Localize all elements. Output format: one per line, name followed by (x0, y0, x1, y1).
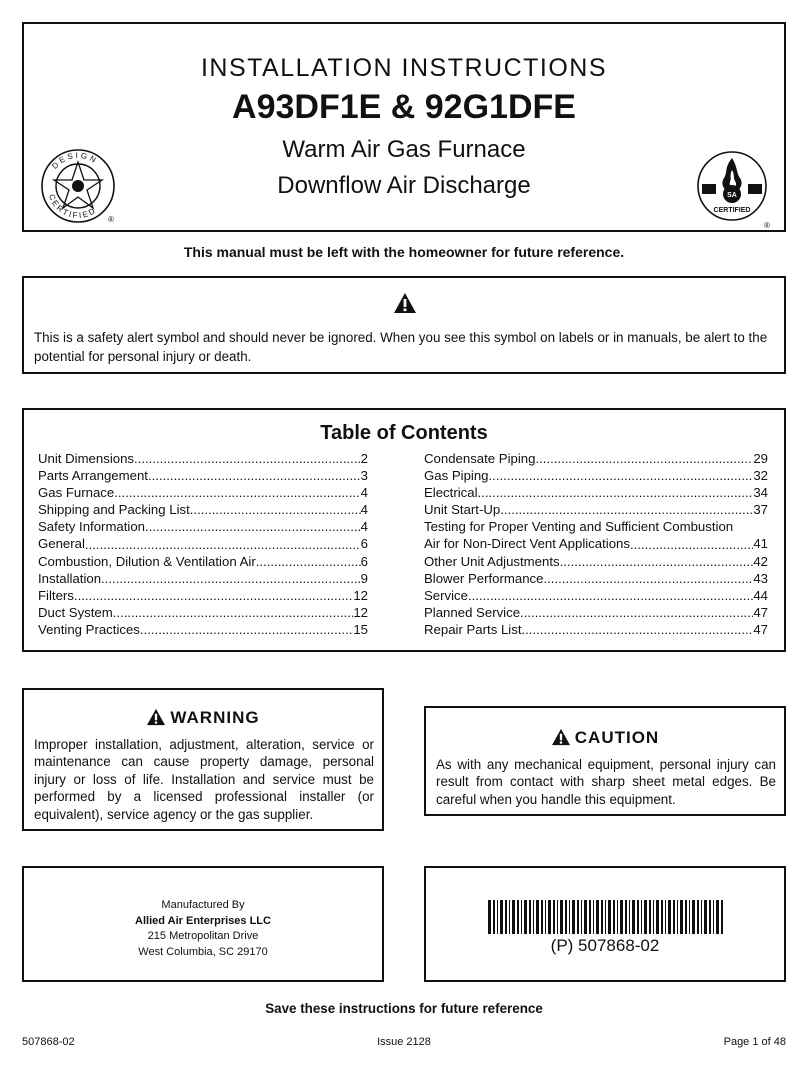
csa-certified-flame-icon (694, 148, 778, 232)
toc-leader-dots (630, 536, 753, 553)
toc-leader-dots (140, 621, 353, 638)
toc-entry-label: Filters (38, 587, 74, 603)
footer-doc-number: 507868-02 (22, 1036, 75, 1048)
toc-entry (424, 553, 768, 570)
svg-text:DESIGN: DESIGN (50, 150, 100, 171)
toc-leader-dots (560, 553, 754, 570)
svg-text:SA: SA (727, 192, 737, 199)
toc-entry (38, 570, 368, 587)
toc-entry (38, 535, 368, 552)
toc-entry-page: 12 (353, 604, 368, 620)
warning-text: Improper installation, adjustment, alteration, service or maintenance can cause property damage, personal injury or loss of life. Installation and service must be performed by a licensed professional installer (or equivalent), service agency or the gas supplier. (34, 737, 374, 822)
toc-right-column (424, 450, 768, 638)
manufacturer-info (24, 898, 382, 960)
toc-leader-dots (190, 501, 361, 518)
toc-leader-dots (134, 450, 361, 467)
toc-entry (424, 467, 768, 484)
model-number: A93DF1E & 92G1DFE (232, 88, 576, 126)
toc-leader-dots (535, 450, 753, 467)
toc-leader-dots (114, 484, 360, 501)
barcode-panel (424, 866, 786, 982)
toc-entry (424, 450, 768, 467)
toc-entry (38, 621, 368, 638)
toc-leader-dots (468, 587, 753, 604)
manufacturer-name: Allied Air Enterprises LLC (135, 914, 271, 927)
toc-entry-label: Gas Furnace (38, 485, 115, 501)
toc-entry (424, 501, 768, 518)
footer-page-number: Page 1 of 48 (723, 1036, 786, 1048)
toc-entry (38, 467, 368, 484)
toc-entry-page: 47 (753, 604, 768, 620)
toc-leader-dots (101, 570, 361, 587)
toc-entry-label: Repair Parts List (424, 621, 522, 637)
toc-entry-page: 4 (360, 519, 368, 535)
toc-title: Table of Contents (320, 422, 488, 444)
toc-entry (424, 621, 768, 638)
toc-entry (424, 604, 768, 621)
toc-leader-dots (543, 570, 753, 587)
toc-entry (38, 518, 368, 535)
toc-entry-label: Duct System (38, 604, 113, 620)
toc-entry (424, 484, 768, 501)
manufacturer-panel (22, 866, 384, 982)
safety-alert-panel (22, 276, 786, 374)
barcode-icon (488, 900, 724, 934)
toc-entry-label: Venting Practices (38, 621, 140, 637)
toc-entry-page: 44 (753, 587, 768, 603)
toc-entry-label: Shipping and Packing List (38, 502, 190, 518)
warning-panel (22, 688, 384, 831)
toc-entry-label: Air for Non-Direct Vent Applications (424, 536, 630, 552)
toc-entry-page: 6 (360, 553, 368, 569)
toc-entry-label: Other Unit Adjustments (424, 553, 560, 569)
toc-entry-page: 47 (753, 621, 768, 637)
manufacturer-address-city: West Columbia, SC 29170 (138, 945, 268, 958)
toc-entry-label: Installation (38, 570, 102, 586)
toc-entry-label: Testing for Proper Venting and Sufficient Combustion (424, 519, 734, 535)
warning-triangle-icon (393, 292, 417, 314)
toc-entry-label: Unit Dimensions (38, 451, 135, 466)
toc-entry-label: Combustion, Dilution & Ventilation Air (38, 553, 256, 569)
manufacturer-address-line: 215 Metropolitan Drive (147, 930, 259, 943)
toc-entry (424, 570, 768, 587)
part-number: (P) 507868-02 (550, 936, 660, 955)
warning-heading (24, 708, 382, 728)
toc-entry (38, 484, 368, 501)
toc-leader-dots (113, 604, 354, 621)
svg-text:CERTIFIED: CERTIFIED (713, 207, 751, 214)
warning-heading-label: WARNING (170, 708, 260, 727)
toc-entry-page: 6 (360, 536, 368, 552)
svg-text:®: ® (764, 221, 770, 230)
toc-leader-dots (500, 501, 753, 518)
toc-entry (38, 450, 368, 467)
safety-alert-text: This is a safety alert symbol and should never be ignored. When you see this symbol on labels or in manuals, be alert to the potential for personal injury or death. (34, 330, 768, 364)
toc-entry (424, 535, 768, 552)
header-panel (22, 22, 786, 232)
toc-leader-dots (85, 536, 361, 553)
caution-heading-label: CAUTION (574, 728, 660, 747)
svg-text:CERTIFIED: CERTIFIED (46, 192, 99, 221)
toc-entry (424, 587, 768, 604)
toc-entry-label: Service (424, 587, 468, 603)
toc-entry (38, 553, 368, 570)
toc-entry-page: 43 (753, 570, 768, 586)
toc-entry (424, 518, 768, 535)
toc-leader-dots (74, 587, 353, 604)
toc-entry-page: 37 (753, 502, 768, 518)
toc-entry-page: 32 (753, 468, 768, 484)
toc-entry-page: 9 (360, 570, 368, 586)
toc-entry-page: 2 (360, 451, 368, 466)
product-subtitle-2: Downflow Air Discharge (277, 172, 531, 199)
toc-entry-page: 34 (753, 485, 768, 501)
toc-entry (38, 587, 368, 604)
warning-triangle-icon (551, 728, 571, 746)
toc-leader-dots (520, 604, 753, 621)
toc-entry-label: Planned Service (424, 604, 521, 620)
toc-entry-label: Safety Information (38, 519, 146, 535)
toc-entry-page: 4 (360, 485, 368, 501)
toc-leader-dots (521, 621, 753, 638)
manufactured-by-label: Manufactured By (161, 899, 245, 911)
toc-entry-label: Blower Performance (424, 570, 544, 586)
toc-entry-page: 3 (360, 468, 368, 484)
document-type: INSTALLATION INSTRUCTIONS (200, 54, 608, 82)
toc-entry-page: 4 (360, 502, 368, 518)
toc-leader-dots (145, 518, 361, 535)
toc-left-column (38, 450, 368, 638)
toc-entry-label: Electrical (424, 485, 478, 501)
toc-entry-page: 41 (753, 536, 768, 552)
caution-text: As with any mechanical equipment, personal injury can result from contact with sharp sheet metal edges. Be careful when you handle this equipment. (436, 757, 776, 807)
toc-entry-page: 29 (753, 451, 768, 466)
toc-entry-label: Gas Piping (424, 468, 489, 484)
toc-entry-page: 15 (353, 621, 368, 637)
toc-entry-label: Condensate Piping (424, 451, 536, 466)
svg-text:®: ® (108, 215, 114, 224)
footer-issue: Issue 2128 (377, 1036, 431, 1048)
homeowner-notice: This manual must be left with the homeowner for future reference. (183, 244, 625, 260)
toc-leader-dots (256, 553, 361, 570)
product-subtitle: Warm Air Gas Furnace (282, 136, 526, 163)
toc-entry-label: General (38, 536, 85, 552)
save-instructions-note: Save these instructions for future reference (265, 1001, 543, 1016)
toc-entry-page: 12 (353, 587, 368, 603)
toc-leader-dots (489, 467, 754, 484)
warning-triangle-icon (146, 708, 166, 726)
toc-entry (38, 604, 368, 621)
toc-leader-dots (148, 467, 361, 484)
caution-panel (424, 706, 786, 816)
toc-entry-label: Parts Arrangement (38, 468, 148, 484)
table-of-contents (22, 408, 786, 652)
toc-entry-page: 42 (753, 553, 768, 569)
toc-entry (38, 501, 368, 518)
caution-heading (426, 728, 784, 748)
toc-leader-dots (478, 484, 754, 501)
toc-entry-label: Unit Start-Up (424, 502, 501, 518)
